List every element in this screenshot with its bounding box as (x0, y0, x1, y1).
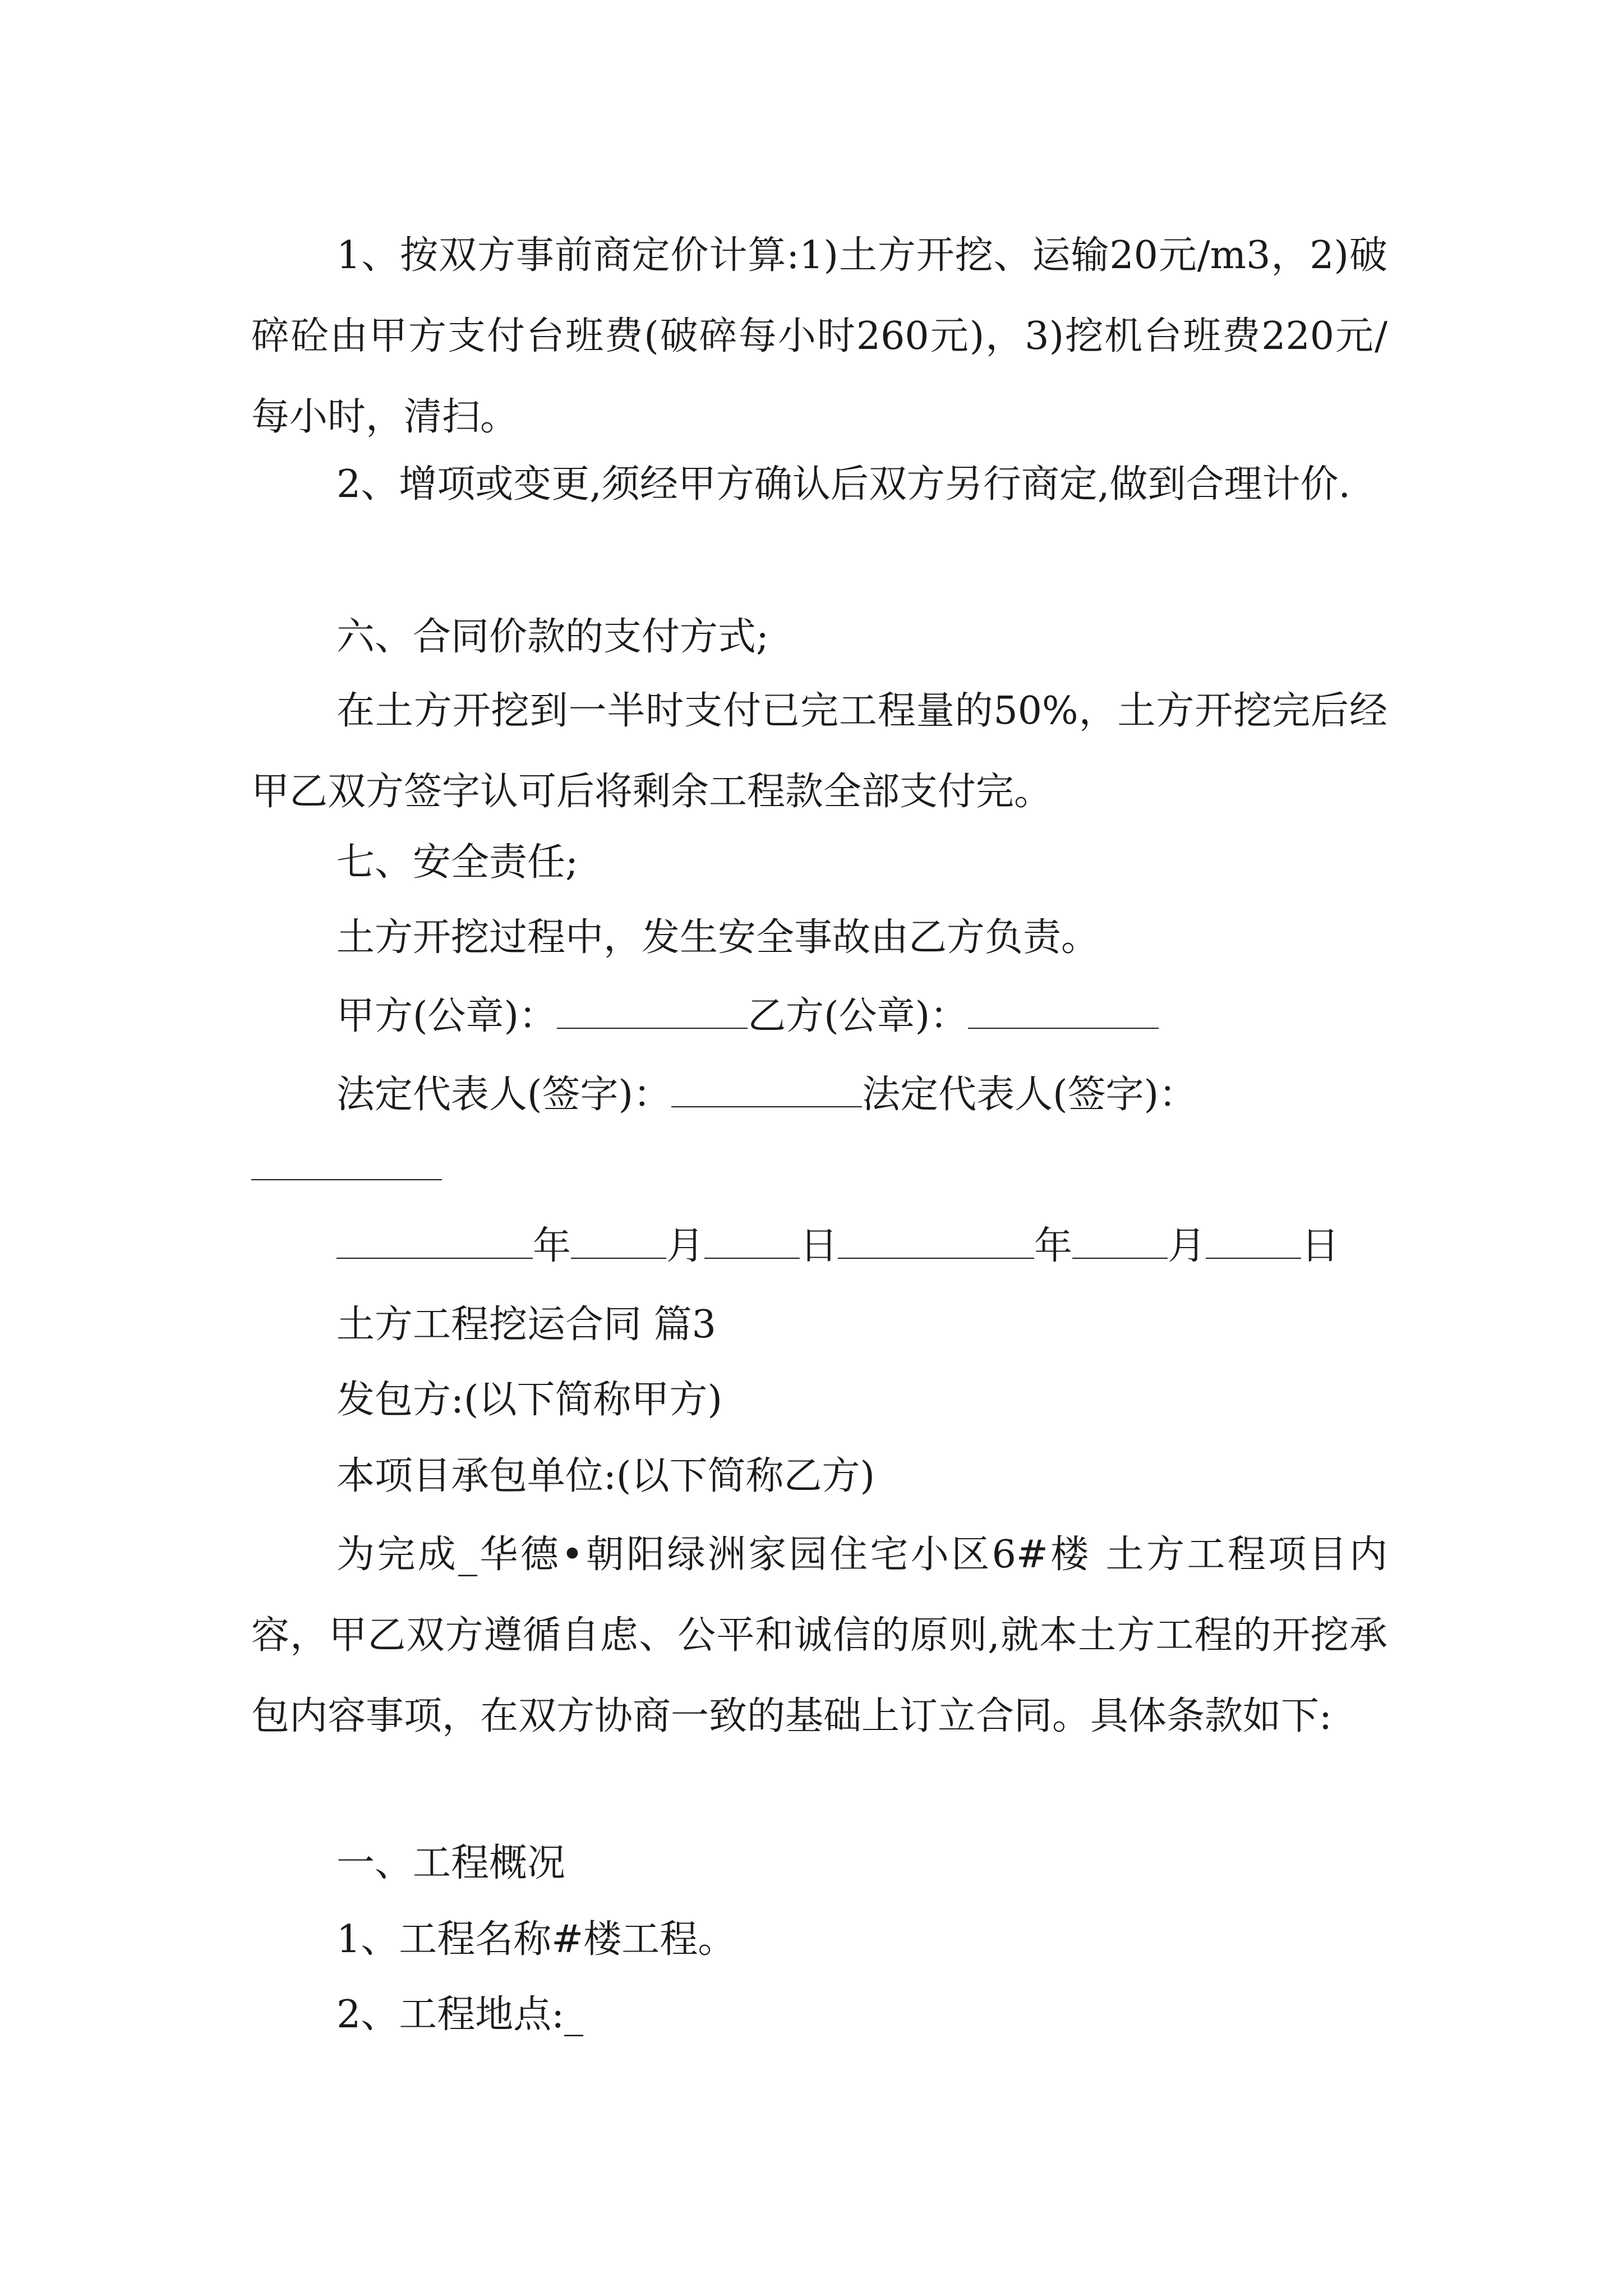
month-b-label: 月 (1168, 1224, 1206, 1268)
clause-safety: 土方开挖过程中，发生安全事故由乙方负责。 (336, 915, 1100, 960)
party-b-seal-label: 乙方(公章)： (748, 994, 969, 1038)
year-a-blank (336, 1223, 533, 1259)
item-project-location: 2、工程地点:_ (336, 1993, 584, 2037)
day-b-blank (1206, 1223, 1301, 1259)
representative-line (336, 1055, 1197, 1135)
year-a-label: 年 (533, 1224, 571, 1268)
section3-title: 土方工程挖运合同 篇3 (336, 1303, 716, 1347)
date-line (336, 1206, 1339, 1287)
party-a-seal-label: 甲方(公章)： (336, 994, 557, 1038)
seal-line (336, 976, 1159, 1057)
heading-safety: 七、安全责任; (336, 840, 578, 885)
month-a-label: 月 (666, 1224, 705, 1268)
day-a-label: 日 (800, 1224, 838, 1268)
clause-price-calc: 1、按双方事前商定价计算:1)土方开挖、运输20元/m3，2)破碎砼由甲方支付台班费(破碎每小时260元)，3)挖机台班费220元/每小时，清扫。 (251, 233, 1387, 439)
rep-a-blank (671, 1071, 862, 1107)
month-a-blank (571, 1223, 666, 1259)
item-project-name: 1、工程名称#楼工程。 (336, 1917, 736, 1962)
rep-a-label: 法定代表人(签字)： (336, 1073, 672, 1117)
party-a-seal-blank (557, 993, 748, 1029)
rep-b-blank-line (251, 1128, 442, 1208)
clause-changes: 2、增项或变更,须经甲方确认后双方另行商定,做到合理计价. (336, 462, 1351, 507)
intro-paragraph: 为完成_华德•朝阳绿洲家园住宅小区6#楼 土方工程项目内容，甲乙双方遵循自虑、公平和诚信的原则,就本土方工程的开挖承包内容事项，在双方协商一致的基础上订立合同。具体条款如下: (251, 1533, 1387, 1738)
rep-b-blank (251, 1144, 442, 1180)
year-b-blank (838, 1223, 1034, 1259)
heading-overview: 一、工程概况 (336, 1841, 566, 1885)
employer-line: 发包方:(以下简称甲方) (336, 1378, 722, 1422)
month-b-blank (1072, 1223, 1168, 1259)
day-a-blank (704, 1223, 800, 1259)
contractor-line: 本项目承包单位:(以下简称乙方) (336, 1454, 875, 1498)
day-b-label: 日 (1301, 1224, 1340, 1268)
clause-payment: 在土方开挖到一半时支付已完工程量的50%，土方开挖完后经甲乙双方签字认可后将剩余工程款全部支付完。 (251, 689, 1387, 814)
rep-b-label: 法定代表人(签字)： (862, 1073, 1197, 1117)
party-b-seal-blank (968, 993, 1159, 1029)
heading-payment: 六、合同价款的支付方式; (336, 615, 769, 659)
year-b-label: 年 (1034, 1224, 1073, 1268)
